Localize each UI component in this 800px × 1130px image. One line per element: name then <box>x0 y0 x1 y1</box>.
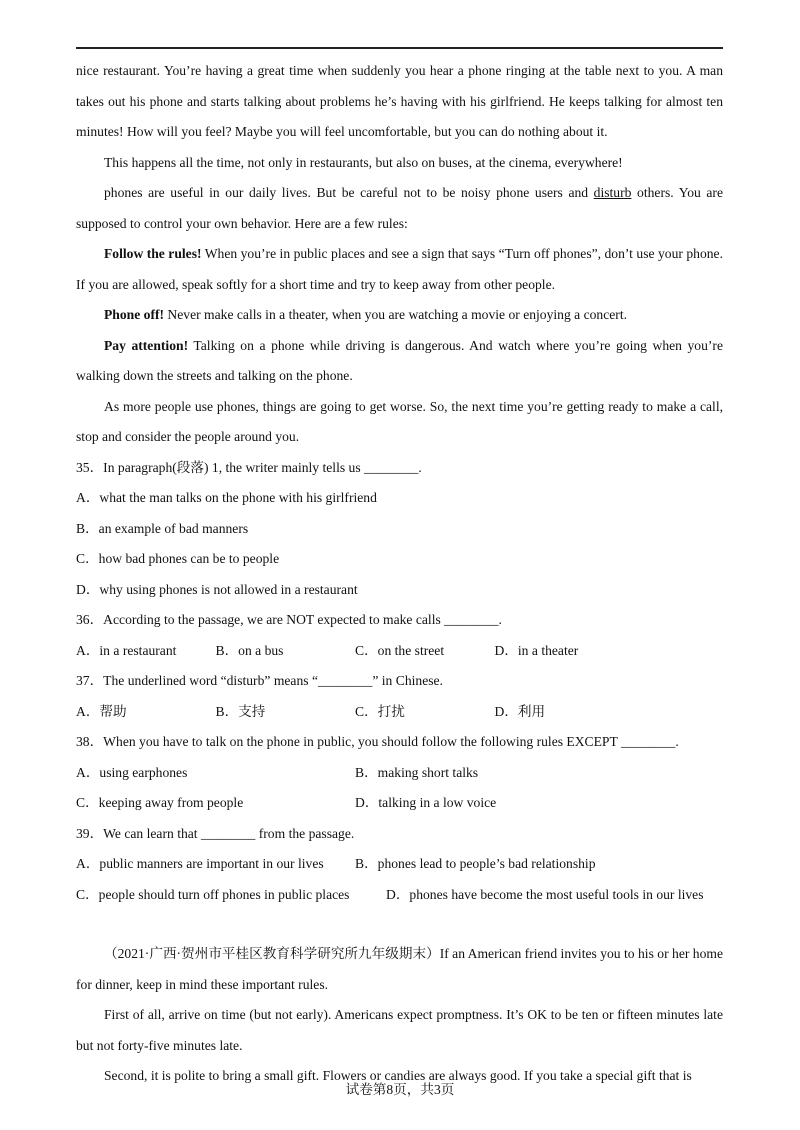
question-39-option-d: D．phones have become the most useful tools in our lives <box>386 886 704 902</box>
question-38-option-d: D．talking in a low voice <box>355 795 497 810</box>
question-36-stem: 36．According to the passage, we are NOT expected to make calls ________. <box>76 612 502 627</box>
question-38-options-ab <box>76 758 723 789</box>
underlined-word: disturb <box>593 185 632 200</box>
rule-phone-off <box>76 300 723 331</box>
question-37-option-c: C．打扰 <box>355 703 405 719</box>
question-39-option-b: B．phones lead to people’s bad relationship <box>355 856 596 871</box>
question-38-options-cd <box>76 788 723 819</box>
question-35-stem: 35．In paragraph(段落) 1, the writer mainly tells us ________. <box>76 459 422 475</box>
rule-follow-the-rules <box>76 239 723 300</box>
question-35-option-c: C．how bad phones can be to people <box>76 551 280 566</box>
document-body <box>76 56 723 1092</box>
question-37-option-d: D．利用 <box>494 703 546 719</box>
question-36-options <box>76 636 723 667</box>
next-passage-paragraph-2: First of all, arrive on time (but not early). Americans expect promptness. It’s OK to be ten or fifteen minutes late but not forty-five minutes late. <box>76 1007 723 1053</box>
rule-text: Never make calls in a theater, when you are watching a movie or enjoying a concert. <box>164 307 627 322</box>
question-39-option-c: C．people should turn off phones in public places <box>76 886 350 902</box>
question-36-option-c: C．on the street <box>355 642 445 658</box>
question-37-options <box>76 697 723 728</box>
rule-heading: Pay attention! <box>104 337 189 353</box>
passage-paragraph-6: As more people use phones, things are going to get worse. So, the next time you’re getting ready to make a call, stop and consider the people around you. <box>76 398 723 444</box>
header-rule <box>76 47 723 49</box>
page-footer: 试卷第8页，共3页 <box>345 1082 455 1097</box>
rule-heading: Follow the rules! <box>104 246 202 261</box>
question-38-option-b: B．making short talks <box>355 764 479 780</box>
question-36-option-b: B．on a bus <box>215 642 284 658</box>
passage-paragraph-0: nice restaurant. You’re having a great time when suddenly you hear a phone ringing at the table next to you. A man takes out his phone and starts talking about problems he’s having with his girlfriend. He keeps talking for almost ten minutes! How will you feel? Maybe you will feel uncomfortable, but you can do nothing about it. <box>76 63 723 139</box>
question-39-option-a: A．public manners are important in our lives <box>76 856 324 871</box>
next-passage-paragraph-1: （2021·广西·贺州市平桂区教育科学研究所九年级期末）If an American friend invites you to his or her home for dinner, keep in mind these important rules. <box>76 946 723 992</box>
rule-heading: Phone off! <box>104 307 165 322</box>
question-38-option-c: C．keeping away from people <box>76 795 244 810</box>
passage-paragraph-1: This happens all the time, not only in restaurants, but also on buses, at the cinema, everywhere! <box>104 154 623 170</box>
paragraph-text: others. You are supposed to control your own behavior. Here are a few rules: <box>76 185 723 231</box>
question-39-stem: 39．We can learn that ________ from the passage. <box>76 825 355 841</box>
rule-text: Talking on a phone while driving is dangerous. And watch where you’re going when you’re walking down the streets and talking on the phone. <box>76 337 723 383</box>
question-39-options-ab <box>76 849 723 880</box>
question-37-option-b: B．支持 <box>215 703 266 719</box>
question-38-option-a: A．using earphones <box>76 764 188 780</box>
question-35-option-b: B．an example of bad manners <box>76 520 249 536</box>
passage-paragraph-2 <box>76 178 723 239</box>
question-39-options-cd <box>76 880 723 911</box>
question-38-stem: 38．When you have to talk on the phone in public, you should follow the following rules EXCEPT ________. <box>76 734 679 749</box>
rule-text: When you’re in public places and see a sign that says “Turn off phones”, don’t use your phone. If you are allowed, speak softly for a short time and try to keep away from other people. <box>76 246 723 292</box>
question-35-option-a: A．what the man talks on the phone with his girlfriend <box>76 490 377 505</box>
rule-pay-attention <box>76 331 723 392</box>
question-37-stem: 37．The underlined word “disturb” means “________” in Chinese. <box>76 673 443 688</box>
question-35-option-d: D．why using phones is not allowed in a restaurant <box>76 581 358 597</box>
question-36-option-a: A．in a restaurant <box>76 642 177 658</box>
next-passage-paragraph-3: Second, it is polite to bring a small gift. Flowers or candies are always good. If you take a special gift that is <box>104 1068 692 1083</box>
question-37-option-a: A．帮助 <box>76 703 127 719</box>
section-gap <box>76 910 723 939</box>
question-36-option-d: D．in a theater <box>494 642 579 658</box>
paragraph-text: phones are useful in our daily lives. But be careful not to be noisy phone users and <box>104 185 594 200</box>
